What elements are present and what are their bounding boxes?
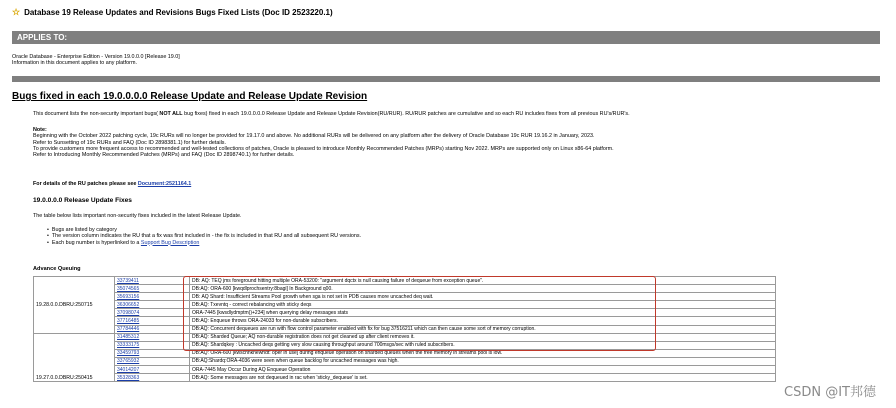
- page-heading: Bugs fixed in each 19.0.0.0.0 Release Update and Release Update Revision: [12, 91, 368, 102]
- table-row: [34, 325, 776, 333]
- bug-cell: [115, 309, 190, 317]
- table-row: [34, 301, 776, 309]
- bug-link[interactable]: 34014207: [117, 366, 140, 373]
- applies-line-1: Oracle Database - Enterprise Edition - Version 19.0.0.0 [Release 19.0]: [12, 54, 180, 60]
- table-row: [34, 341, 776, 349]
- description-cell: DB:AQ: Some messages are not dequeued in rac when 'sticky_dequeue' is set.: [190, 374, 776, 382]
- version-cell: 19.27.0.0.DBRU:250415: [34, 333, 115, 382]
- info-bullets: [47, 227, 361, 246]
- bug-cell: [115, 366, 190, 374]
- bug-link[interactable]: 36306652: [117, 301, 140, 308]
- description-cell: ORA-7445 May Occur During AQ Enqueue Operation: [190, 366, 776, 374]
- bug-link[interactable]: 31485312: [117, 334, 140, 341]
- bullet-item: • Bugs are listed by category: [47, 227, 361, 233]
- description-cell: DB:AQ: Shardqkey : Uncached deqs getting very slow causing throughput around 700msgs/sec with ruled subscribers.: [190, 341, 776, 349]
- ru-details-link[interactable]: Document:2521164.1: [137, 181, 192, 187]
- description-cell: DB:AQ: Sharded Queue; AQ non-durable registration does not get cleaned up after client removes it.: [190, 333, 776, 341]
- bullet-text: Each bug number is hyperlinked to a: [51, 239, 141, 246]
- bullet-item: • The version column indicates the RU that a fix was first included in - the fix is included in that RU and all subsequent RU versions.: [47, 233, 361, 239]
- table-row: [34, 293, 776, 301]
- bug-cell: [115, 333, 190, 341]
- bug-cell: [115, 341, 190, 349]
- note-line: Refer to Introducing Monthly Recommended Patches (MRPs) and FAQ (Doc ID 2898740.1) for further details.: [33, 152, 295, 159]
- bug-link[interactable]: 37098074: [117, 309, 140, 316]
- bug-link[interactable]: 35328363: [117, 374, 140, 381]
- table-row: [34, 349, 776, 357]
- bug-cell: [115, 357, 190, 365]
- bug-cell: [115, 285, 190, 293]
- bug-cell: [115, 301, 190, 309]
- ru-details-text: For details of the RU patches please see: [33, 181, 138, 187]
- applies-to-heading: APPLIES TO:: [17, 33, 68, 42]
- watermark: CSDN @IT邦德: [784, 385, 876, 400]
- bug-cell: [115, 293, 190, 301]
- applies-to-bar: [12, 31, 880, 44]
- bug-link[interactable]: 33459793: [117, 350, 140, 357]
- table-row: [34, 333, 776, 341]
- category-heading: Advance Queuing: [33, 266, 81, 272]
- table-row: [34, 374, 776, 382]
- description-cell: DB:AQ:Shardq:ORA-4036 were seen when queue backlog for uncached messages was high.: [190, 357, 776, 365]
- table-row: [34, 285, 776, 293]
- table-row: [34, 277, 776, 285]
- bug-link[interactable]: 33765932: [117, 358, 140, 365]
- description-cell: DB: AQ Shard: Insufficient Streams Pool growth when sga is not set in PDB causes more uncached deq wait.: [190, 293, 776, 301]
- table-row: [34, 357, 776, 365]
- section-heading: 19.0.0.0.0 Release Update Fixes: [33, 197, 132, 204]
- bug-cell: [115, 325, 190, 333]
- description-cell: DB: AQ: TEQ jms foreground hitting multiple ORA-53200: "argument dqctx is null causing failure of dequeue from exception queue".: [190, 277, 776, 285]
- favorite-star-icon[interactable]: ☆: [12, 7, 21, 17]
- bug-fix-table: [33, 276, 776, 382]
- applies-to-text: [12, 54, 180, 67]
- bug-cell: [115, 317, 190, 325]
- bug-link[interactable]: 33333175: [117, 342, 140, 349]
- description-cell: ORA-7445 [kwsdlydmptm()+234] when querying delay messages stats: [190, 309, 776, 317]
- bug-cell: [115, 374, 190, 382]
- ru-details-line: [33, 181, 191, 187]
- applies-line-2: Information in this document applies to any platform.: [12, 60, 137, 67]
- intro-text-post: bug fixes) fixed in each 19.0.0.0.0 Release Update and Release Update Revision(RU/RUR). RU/RUR patches are cumulative and so each RU includes fixes from all previous RU's/RUR's.: [182, 111, 630, 117]
- version-cell: 19.28.0.0.DBRU:250715: [34, 277, 115, 334]
- document-title-row: [12, 7, 333, 18]
- description-cell: DB:AQ: ORA-600 [kwqdlprochsentry:8bagi] In Background q00.: [190, 285, 776, 293]
- description-cell: DB:AQ: ORA-600 [kwschnknewhdt: oper in use] during enqueue operation on sharded queues when the free memory in streams pool is low.: [190, 349, 776, 357]
- bug-link[interactable]: 37784446: [117, 326, 140, 333]
- table-intro: The table below lists important non-security fixes included in the latest Release Update.: [33, 213, 242, 219]
- note-label: Note:: [33, 127, 47, 133]
- bug-cell: [115, 349, 190, 357]
- description-cell: DB:AQ: Txevntq - correct rebalancing with sticky deqs: [190, 301, 776, 309]
- section-divider-bar: [12, 76, 880, 82]
- bug-link[interactable]: 35693156: [117, 293, 140, 300]
- bug-cell: [115, 277, 190, 285]
- document-title: Database 19 Release Updates and Revisions Bugs Fixed Lists (Doc ID 2523220.1): [24, 8, 333, 17]
- note-block: [33, 127, 614, 158]
- note-line: Refer to Sunsetting of 19c RURs and FAQ (Doc ID 2898381.1) for further details.: [33, 139, 226, 146]
- note-line: To provide customers more frequent access to recommended and well-tested collections of patches, Oracle is pleased to introduce Monthly Recommended Patches (MRPs) starting Nov 2022. MRPs are supported only on Linux x86-64 platform.: [33, 145, 614, 152]
- bug-link[interactable]: 35074565: [117, 285, 140, 292]
- table-row: [34, 317, 776, 325]
- description-cell: DB:AQ: Enqueue throws ORA-24033 for non-durable subscribers.: [190, 317, 776, 325]
- description-cell: DB:AQ: Concurrent dequeues are run with flow control parameter enabled with fix for bug 37516211 which can then cause some sort of memory corruption.: [190, 325, 776, 333]
- bug-link[interactable]: 37716485: [117, 318, 140, 325]
- intro-text-pre: This document lists the non-security important bugs(: [33, 111, 158, 117]
- bug-link[interactable]: 33739411: [117, 277, 139, 284]
- bullet-item: [47, 240, 361, 246]
- table-row: [34, 366, 776, 374]
- table-row: [34, 309, 776, 317]
- note-line: Beginning with the October 2022 patching cycle, 19c RURs will no longer be provided for 19.17.0 and above. No additional RURs will be delivered on any platform after the delivery of Oracle Database 19c RUR 19.16.2 in January, 2023.: [33, 133, 595, 140]
- support-bug-description-link[interactable]: Support Bug Description: [140, 239, 200, 246]
- intro-text-bold: NOT ALL: [157, 111, 183, 117]
- intro-paragraph: [33, 111, 630, 117]
